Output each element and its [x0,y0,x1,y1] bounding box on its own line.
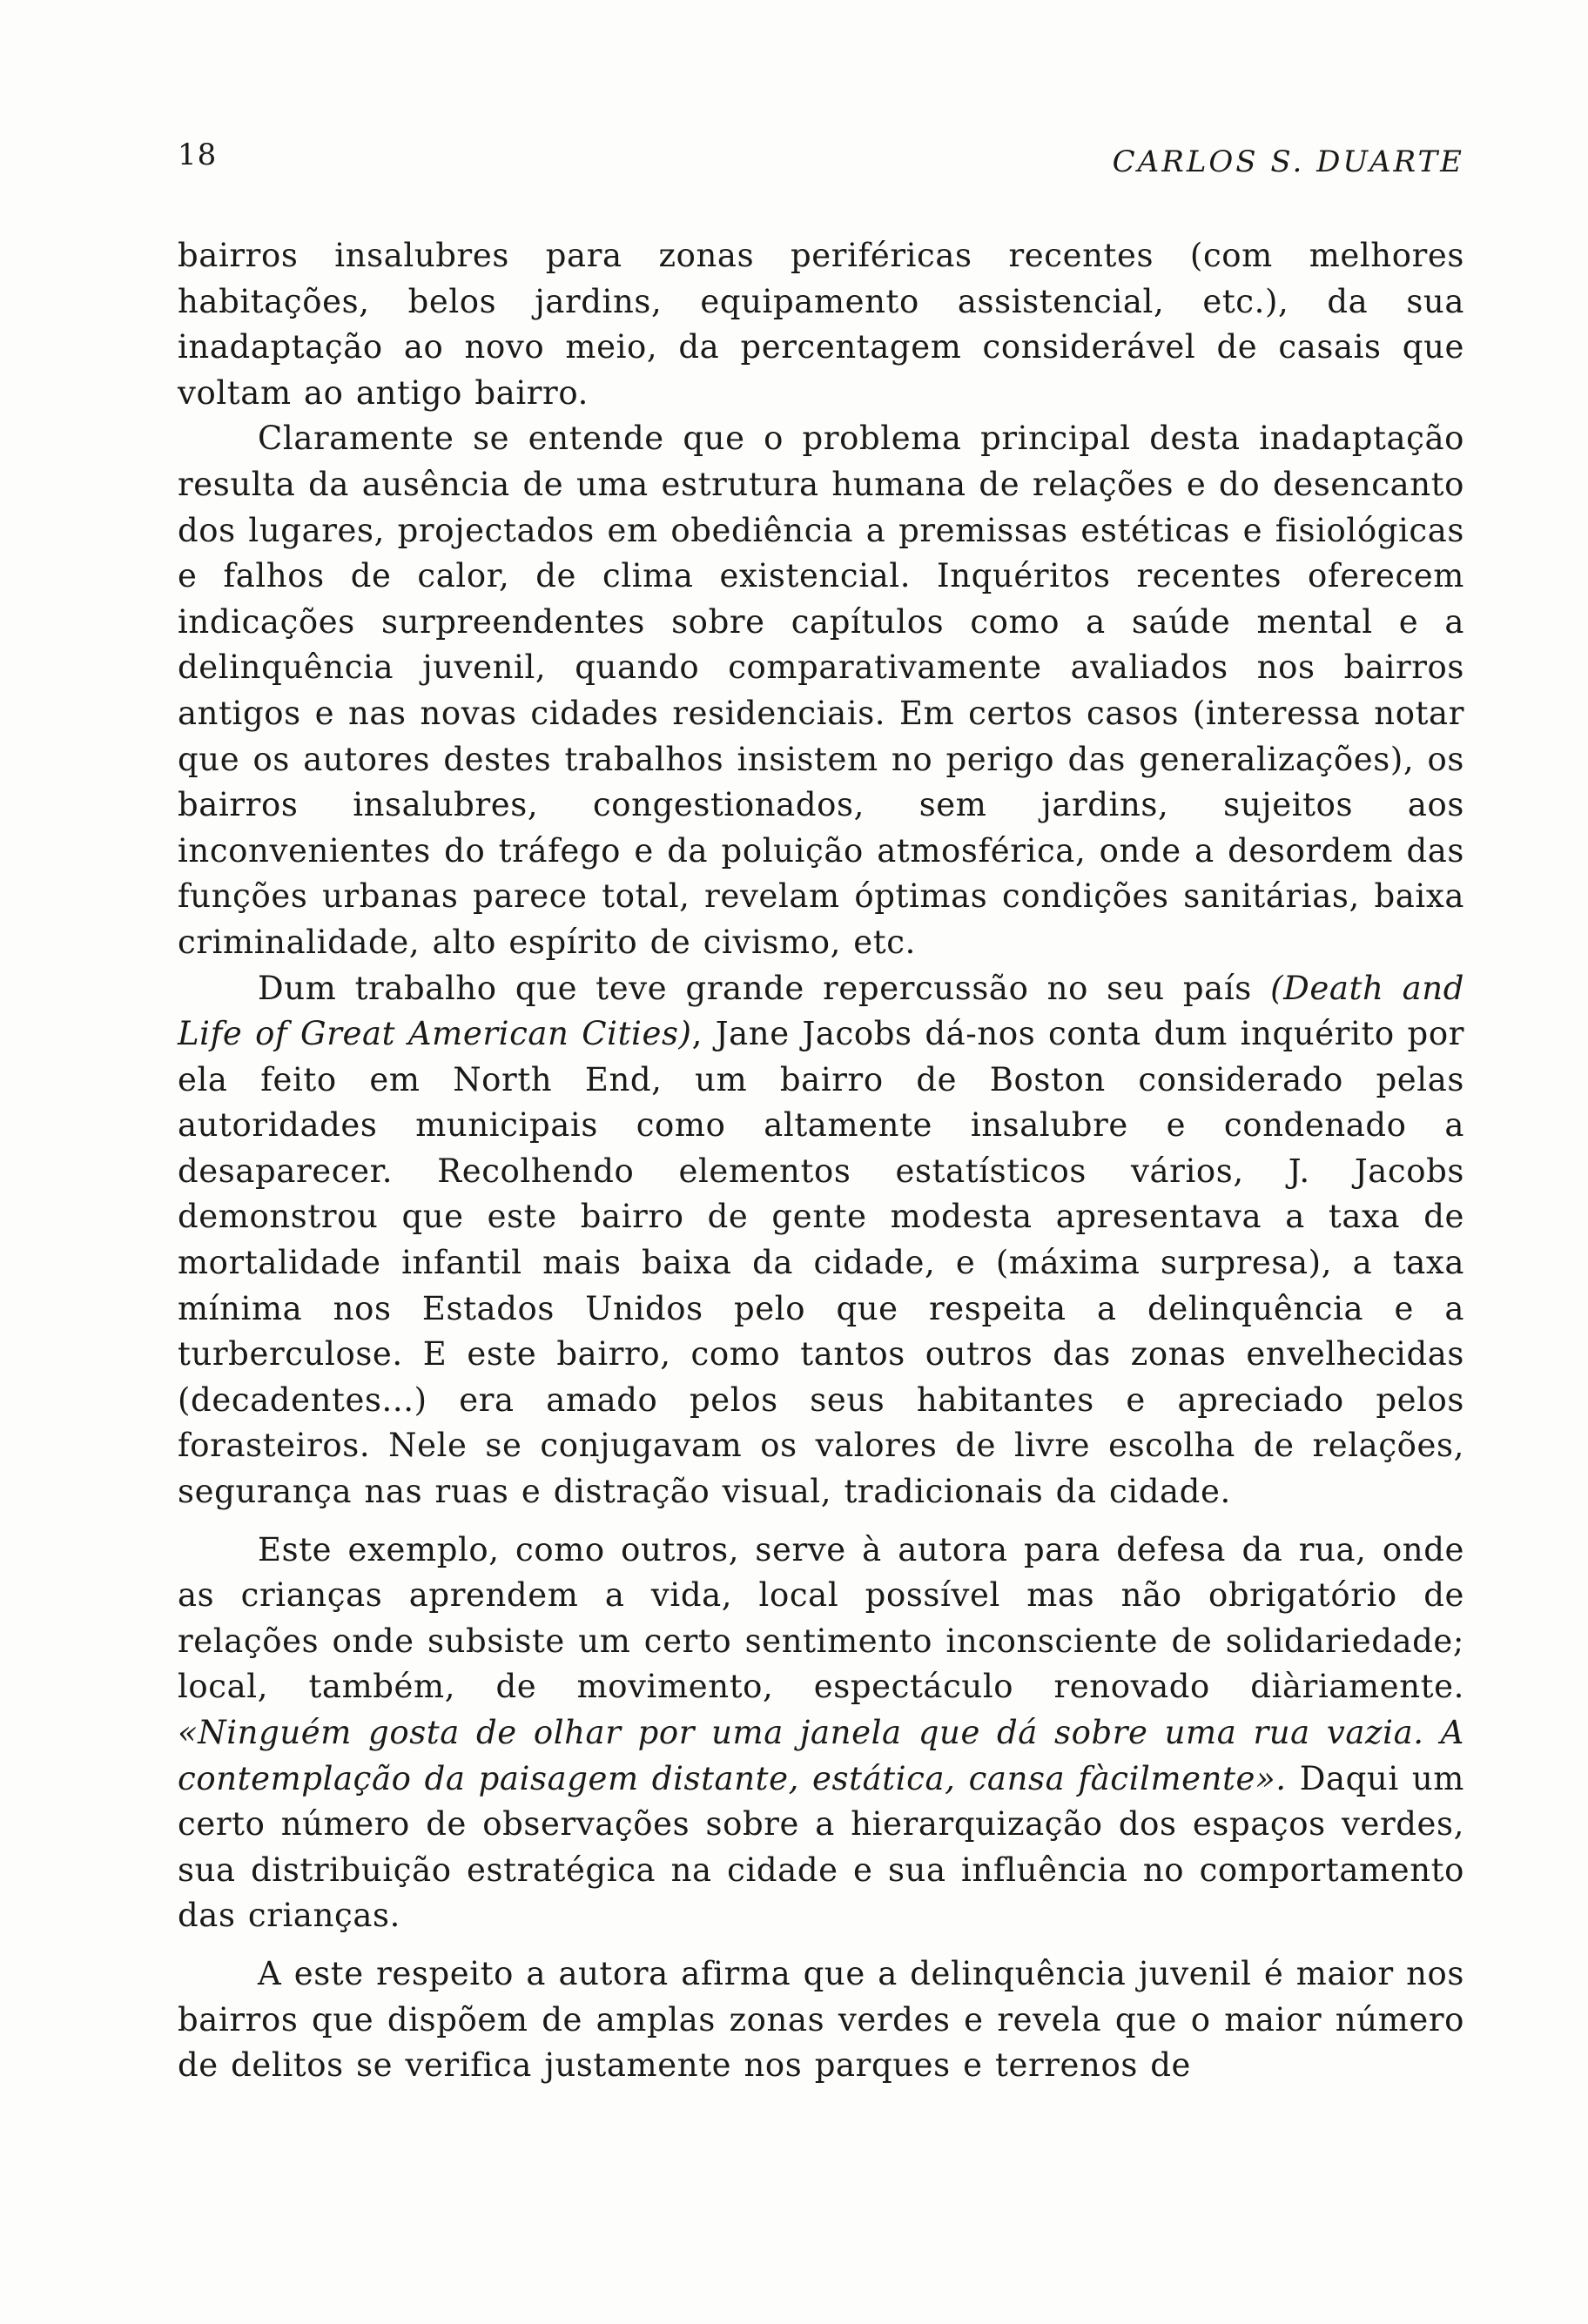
paragraph-4-text-end: Daqui um certo número de observações sobre a hierarquização dos espaços verdes, sua distribuição estratégica na cidade e sua influência no comportamento das crianças. [178,1759,1464,1935]
paragraph-2: Claramente se entende que o problema principal desta inadaptação resulta da ausência de uma estrutura humana de relações e do desencanto dos lugares, projectados em obediência a premissas estéticas e fisiológicas e falhos de calor, de clima existencial. Inquéritos recentes oferecem indicações surpreendentes sobre capítulos como a saúde mental e a delinquência juvenil, quando comparativamente avaliados nos bairros antigos e nas novas cidades residenciais. Em certos casos (interessa notar que os autores destes trabalhos insistem no perigo das generalizações), os bairros insalubres, congestionados, sem jardins, sujeitos aos inconvenientes do tráfego e da poluição atmosférica, onde a desordem das funções urbanas parece total, revelam óptimas condições sanitárias, baixa criminalidade, alto espírito de civismo, etc. [178,420,1464,961]
paragraph-5: A este respeito a autora afirma que a delinquência juvenil é maior nos bairros que dispõem de amplas zonas verdes e revela que o maior número de delitos se verifica justamente nos parques e terrenos de [178,1954,1464,2085]
author-running-head: CARLOS S. DUARTE [1112,144,1464,179]
paragraph-4-text-start: Este exemplo, como outros, serve à autora para defesa da rua, onde as crianças aprendem a vida, local possível mas não obrigatório de relações onde subsiste um certo sentimento inconsciente de solidariedade; local, também, de movimento, espectáculo renovado diàriamente. [178,1530,1464,1706]
page-number: 18 [178,138,218,172]
running-head [178,138,1464,181]
paragraph-3-text-start: Dum trabalho que teve grande repercussão no seu país [258,969,1271,1007]
paragraph-1: bairros insalubres para zonas periféricas recentes (com melhores habitações, belos jardins, equipamento assistencial, etc.), da sua inadaptação ao novo meio, da percentagem considerável de casais que voltam ao antigo bairro. [178,237,1464,412]
body-text [178,233,1464,2089]
paragraph-3-text-end: , Jane Jacobs dá-nos conta dum inquérito por ela feito em North End, um bairro de Boston considerado pelas autoridades municipais como altamente insalubre e condenado a desaparecer. Recolhendo elementos estatísticos vários, J. Jacobs demonstrou que este bairro de gente modesta apresentava a taxa de mortalidade infantil mais baixa da cidade, e (máxima surpresa), a taxa mínima nos Estados Unidos pelo que respeita a delinquência e a turberculose. E este bairro, como tantos outros das zonas envelhecidas (decadentes...) era amado pelos seus habitantes e apreciado pelos forasteiros. Nele se conjugavam os valores de livre escolha de relações, segurança nas ruas e distração visual, tradicionais da cidade. [178,1015,1464,1511]
book-title-italic: (Death and Life of Great American Cities) [178,969,1464,1053]
paragraph-3 [178,966,1464,1515]
quotation-italic: «Ninguém gosta de olhar por uma janela que dá sobre uma rua vazia. A contemplação da paisagem distante, estática, cansa fàcilmente». [178,1714,1464,1797]
paragraph-4 [178,1528,1464,1939]
